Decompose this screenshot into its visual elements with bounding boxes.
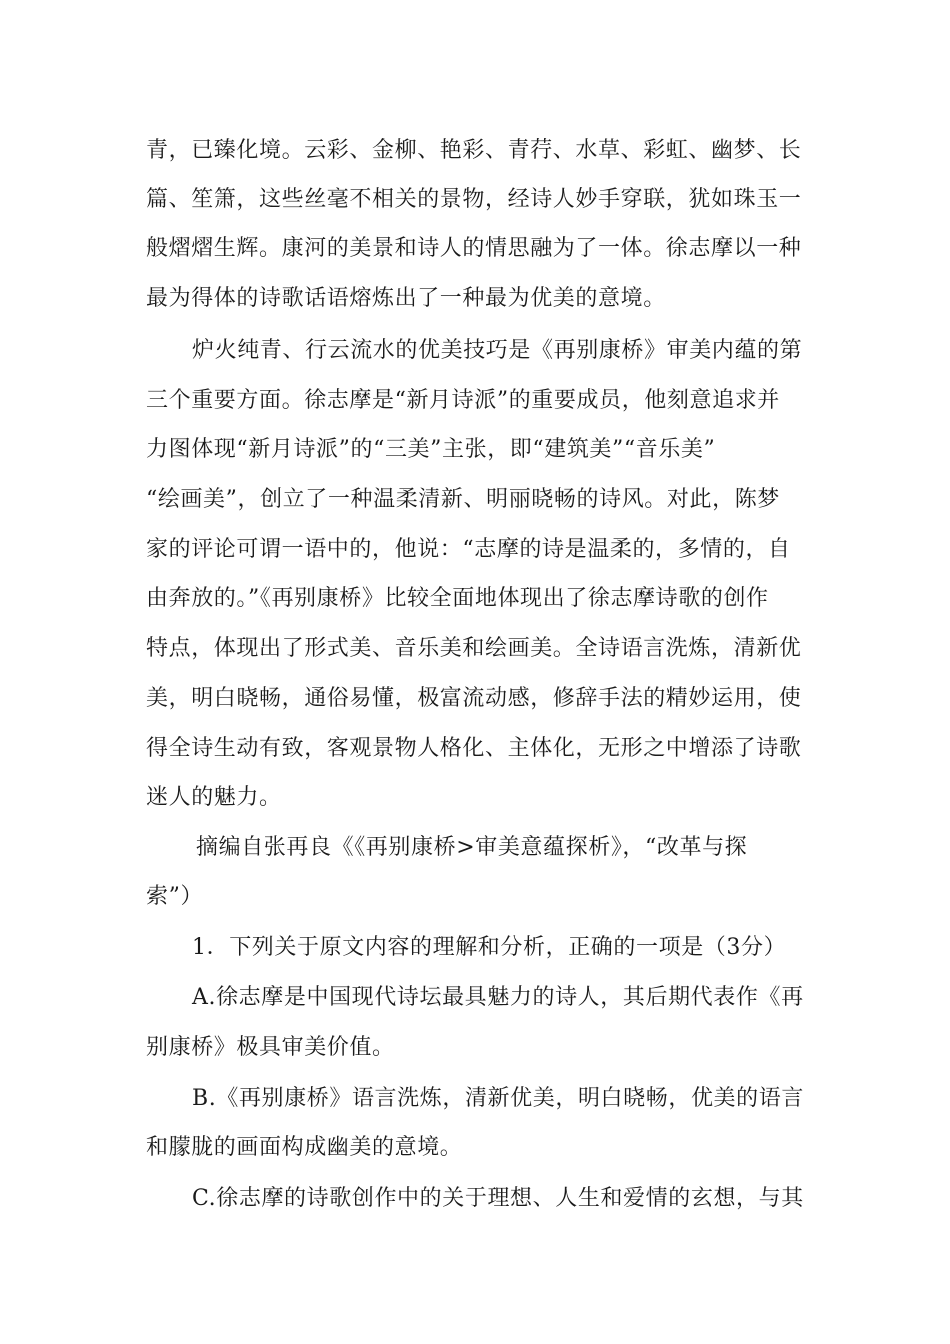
paragraph2-line-9: 得全诗生动有致，客观景物人格化、主体化，无形之中增添了诗歌: [146, 736, 802, 761]
paragraph2-line-1: 炉火纯青、行云流水的优美技巧是《再别康桥》审美内蕴的第: [192, 338, 803, 363]
paragraph1-line-2: 篇、笙箫，这些丝毫不相关的景物，经诗人妙手穿联，犹如珠玉一: [146, 187, 802, 212]
paragraph2-line-6: 由奔放的。”《再别康桥》比较全面地体现出了徐志摩诗歌的创作: [146, 586, 769, 611]
paragraph1-line-4: 最为得体的诗歌话语熔炼出了一种最为优美的意境。: [146, 286, 666, 311]
paragraph2-line-4: “绘画美”，创立了一种温柔清新、明丽晓畅的诗风。对此，陈梦: [146, 487, 780, 512]
option-c-line-1: C.徐志摩的诗歌创作中的关于理想、人生和爱情的玄想，与其: [192, 1186, 804, 1211]
source-line-1: 摘编自张再良《《再别康桥>审美意蕴探析》，“改革与探: [196, 835, 748, 860]
paragraph1-line-3: 般熠熠生辉。康河的美景和诗人的情思融为了一体。徐志摩以一种: [146, 236, 802, 261]
paragraph2-line-2: 三个重要方面。徐志摩是“新月诗派”的重要成员，他刻意追求并: [146, 388, 780, 413]
source-line-2: 索”）: [146, 884, 204, 909]
option-a-line-2: 别康桥》极具审美价值。: [146, 1035, 395, 1060]
option-a-line-1: A.徐志摩是中国现代诗坛最具魅力的诗人，其后期代表作《再: [192, 985, 804, 1010]
paragraph2-line-7: 特点，体现出了形式美、音乐美和绘画美。全诗语言洗炼，清新优: [146, 636, 802, 661]
question-stem: 1．下列关于原文内容的理解和分析，正确的一项是（3分）: [192, 935, 787, 960]
paragraph2-line-3: 力图体现“新月诗派”的“三美”主张，即“建筑美”“音乐美”: [146, 437, 716, 462]
paragraph2-line-10: 迷人的魅力。: [146, 785, 282, 810]
option-b-line-1: B.《再别康桥》语言洗炼，清新优美，明白晓畅，优美的语言: [192, 1086, 804, 1111]
paragraph2-line-5: 家的评论可谓一语中的，他说：“志摩的诗是温柔的，多情的，自: [146, 537, 791, 562]
paragraph1-line-1: 青，已臻化境。云彩、金柳、艳彩、青荇、水草、彩虹、幽梦、长: [146, 138, 802, 163]
paragraph2-line-8: 美，明白晓畅，通俗易懂，极富流动感，修辞手法的精妙运用，使: [146, 686, 802, 711]
option-b-line-2: 和朦胧的画面构成幽美的意境。: [146, 1135, 463, 1160]
